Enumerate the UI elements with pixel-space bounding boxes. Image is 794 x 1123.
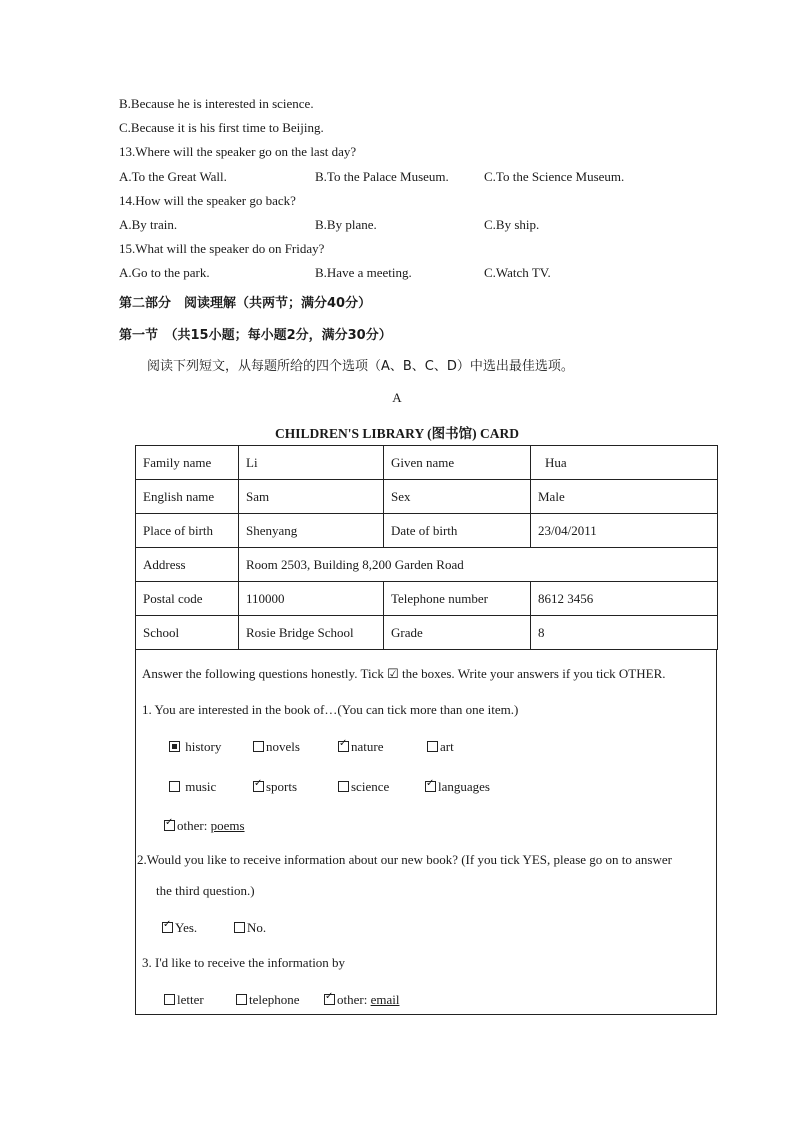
checked-checkbox-icon	[162, 922, 173, 933]
empty-checkbox-icon	[338, 781, 349, 792]
checkbox-history[interactable]	[169, 739, 221, 755]
date-of-birth-value: 23/04/2011	[531, 514, 718, 548]
sex-value: Male	[531, 480, 718, 514]
table-row	[136, 582, 718, 616]
checked-checkbox-icon	[164, 820, 175, 831]
table-row	[136, 446, 718, 480]
library-card-table	[135, 445, 718, 650]
school-label: School	[136, 616, 239, 650]
grade-label: Grade	[384, 616, 531, 650]
checkbox-sports[interactable]	[253, 779, 297, 795]
option-c: C.Watch TV.	[484, 265, 551, 280]
checkbox-yes[interactable]	[162, 920, 197, 936]
card-title: CHILDREN'S LIBRARY (图书馆) CARD	[275, 426, 519, 441]
question-2-continued: the third question.)	[156, 883, 255, 898]
other-answer: poems	[210, 818, 245, 833]
question-14: 14.How will the speaker go back?	[119, 193, 296, 208]
question-15: 15.What will the speaker do on Friday?	[119, 241, 325, 256]
option-label: telephone	[249, 992, 300, 1007]
postal-code-value: 110000	[239, 582, 384, 616]
option-a: A.To the Great Wall.	[119, 169, 227, 184]
survey-box	[135, 650, 717, 1015]
checked-checkbox-icon	[253, 781, 264, 792]
question-13: 13.Where will the speaker go on the last day?	[119, 144, 357, 159]
question-2: 2.Would you like to receive information about our new book? (If you tick YES, please go on to answer	[137, 852, 672, 867]
option-line: B.Because he is interested in science.	[119, 96, 314, 111]
date-of-birth-label: Date of birth	[384, 514, 531, 548]
question-1: 1. You are interested in the book of…(You can tick more than one item.)	[142, 702, 519, 717]
telephone-value: 8612 3456	[531, 582, 718, 616]
empty-checkbox-icon	[164, 994, 175, 1005]
passage-letter: A	[392, 390, 402, 405]
checkbox-nature[interactable]	[338, 739, 383, 755]
survey-intro: Answer the following questions honestly. Tick ☑ the boxes. Write your answers if you tick OTHER.	[142, 666, 666, 681]
place-of-birth-label: Place of birth	[136, 514, 239, 548]
english-name-label: English name	[136, 480, 239, 514]
option-label: nature	[351, 739, 384, 754]
family-name-label: Family name	[136, 446, 239, 480]
table-row	[136, 616, 718, 650]
address-label: Address	[136, 548, 239, 582]
option-label: science	[351, 779, 390, 794]
empty-checkbox-icon	[234, 922, 245, 933]
option-b: B.By plane.	[315, 217, 377, 232]
option-c: C.By ship.	[484, 217, 540, 232]
table-row	[136, 514, 718, 548]
option-line: C.Because it is his first time to Beijing.	[119, 120, 324, 135]
option-b: B.Have a meeting.	[315, 265, 412, 280]
option-label: No.	[247, 920, 267, 935]
checkbox-music[interactable]	[169, 779, 216, 795]
option-label: history	[185, 739, 222, 754]
filled-checkbox-icon	[169, 741, 180, 752]
given-name-value: Hua	[531, 446, 718, 480]
empty-checkbox-icon	[169, 781, 180, 792]
grade-value: 8	[531, 616, 718, 650]
option-a: A.By train.	[119, 217, 178, 232]
instruction: 阅读下列短文，从每题所给的四个选项（A、B、C、D）中选出最佳选项。	[147, 359, 574, 374]
option-label: art	[440, 739, 454, 754]
checkbox-no[interactable]	[234, 920, 266, 936]
english-name-value: Sam	[239, 480, 384, 514]
checkbox-telephone[interactable]	[236, 992, 300, 1008]
empty-checkbox-icon	[236, 994, 247, 1005]
checkbox-other-3[interactable]	[324, 992, 399, 1008]
option-label: languages	[438, 779, 490, 794]
table-row	[136, 548, 718, 582]
table-row	[136, 480, 718, 514]
school-value: Rosie Bridge School	[239, 616, 384, 650]
address-value: Room 2503, Building 8,200 Garden Road	[239, 548, 718, 582]
telephone-label: Telephone number	[384, 582, 531, 616]
option-b: B.To the Palace Museum.	[315, 169, 449, 184]
sex-label: Sex	[384, 480, 531, 514]
option-label: novels	[266, 739, 300, 754]
checked-checkbox-icon	[324, 994, 335, 1005]
checkbox-science[interactable]	[338, 779, 389, 795]
empty-checkbox-icon	[427, 741, 438, 752]
empty-checkbox-icon	[253, 741, 264, 752]
checkbox-other[interactable]	[164, 818, 245, 834]
other-answer: email	[370, 992, 400, 1007]
given-name-label: Given name	[384, 446, 531, 480]
checkbox-letter[interactable]	[164, 992, 204, 1008]
checkbox-art[interactable]	[427, 739, 454, 755]
postal-code-label: Postal code	[136, 582, 239, 616]
checked-checkbox-icon	[425, 781, 436, 792]
checked-checkbox-icon	[338, 741, 349, 752]
option-label: other:	[177, 818, 211, 833]
family-name-value: Li	[239, 446, 384, 480]
option-label: letter	[177, 992, 204, 1007]
checkbox-languages[interactable]	[425, 779, 490, 795]
place-of-birth-value: Shenyang	[239, 514, 384, 548]
option-label: music	[185, 779, 217, 794]
section-heading: 第一节 （共15小题；每小题2分，满分30分）	[119, 328, 392, 343]
checkbox-novels[interactable]	[253, 739, 300, 755]
option-label: Yes.	[175, 920, 198, 935]
question-3: 3. I'd like to receive the information by	[142, 955, 346, 970]
part-heading: 第二部分 阅读理解（共两节；满分40分）	[119, 296, 372, 311]
option-label: sports	[266, 779, 298, 794]
option-a: A.Go to the park.	[119, 265, 210, 280]
option-label: other:	[337, 992, 371, 1007]
option-c: C.To the Science Museum.	[484, 169, 625, 184]
